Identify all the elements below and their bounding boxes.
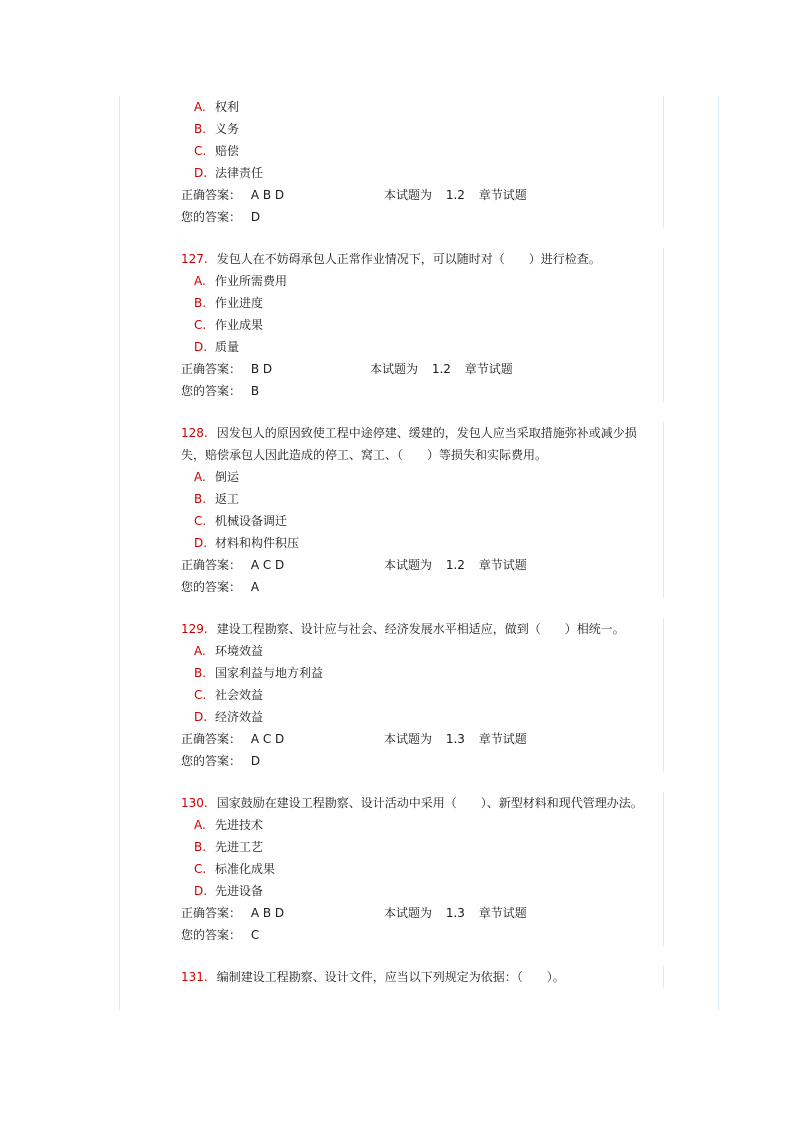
question-divider	[663, 422, 664, 598]
correct-answer-label: 正确答案：	[181, 906, 242, 920]
option-text: 义务	[215, 122, 240, 136]
score-label: 本试题为	[384, 732, 433, 746]
score-value: 1.2	[445, 188, 465, 202]
question-type: 章节试题	[478, 188, 527, 202]
option-d[interactable]	[181, 336, 661, 358]
correct-answer-value: A C D	[250, 732, 285, 746]
score-value: 1.3	[445, 732, 465, 746]
question-129	[181, 618, 661, 772]
question-number: 129.	[181, 622, 208, 636]
option-text: 环境效益	[215, 644, 264, 658]
correct-answer-value: A C D	[250, 558, 285, 572]
score-value: 1.2	[431, 362, 451, 376]
correct-answer-row	[181, 902, 661, 924]
question-131	[181, 966, 661, 988]
page-left-border	[119, 96, 120, 1010]
option-d[interactable]	[181, 706, 661, 728]
option-text: 经济效益	[215, 710, 264, 724]
question-divider	[663, 618, 664, 772]
your-answer-value: D	[250, 754, 261, 768]
correct-answer-row	[181, 554, 661, 576]
correct-answer-label: 正确答案：	[181, 188, 242, 202]
question-type: 章节试题	[464, 362, 513, 376]
page-right-border	[718, 96, 719, 1010]
option-letter: D.	[194, 166, 208, 180]
question-divider	[663, 96, 664, 228]
option-letter: D.	[194, 536, 208, 550]
question-stem	[181, 248, 661, 270]
question-type: 章节试题	[478, 558, 527, 572]
option-text: 标准化成果	[215, 862, 276, 876]
option-b[interactable]	[181, 662, 661, 684]
option-letter: C.	[194, 144, 207, 158]
correct-answer-value: A B D	[250, 188, 285, 202]
your-answer-label: 您的答案：	[181, 754, 242, 768]
option-text: 国家利益与地方利益	[215, 666, 324, 680]
option-letter: B.	[194, 296, 207, 310]
option-letter: C.	[194, 862, 207, 876]
your-answer-row	[181, 380, 661, 402]
correct-answer-label: 正确答案：	[181, 362, 242, 376]
option-letter: C.	[194, 688, 207, 702]
your-answer-label: 您的答案：	[181, 580, 242, 594]
option-letter: B.	[194, 666, 207, 680]
option-text: 作业所需费用	[215, 274, 288, 288]
your-answer-value: D	[250, 210, 261, 224]
option-b[interactable]	[181, 292, 661, 314]
your-answer-value: B	[250, 384, 260, 398]
option-text: 作业成果	[215, 318, 264, 332]
option-a[interactable]	[181, 466, 661, 488]
option-letter: A.	[194, 274, 206, 288]
option-d[interactable]	[181, 532, 661, 554]
question-number: 128.	[181, 426, 208, 440]
question-type: 章节试题	[478, 906, 527, 920]
option-text: 机械设备调迁	[215, 514, 288, 528]
option-letter: A.	[194, 100, 206, 114]
score-label: 本试题为	[384, 188, 433, 202]
correct-answer-row	[181, 358, 661, 380]
option-letter: C.	[194, 318, 207, 332]
option-d[interactable]	[181, 162, 661, 184]
question-127	[181, 248, 661, 402]
score-info	[384, 554, 527, 576]
score-info	[384, 902, 527, 924]
option-c[interactable]	[181, 684, 661, 706]
correct-answer-row	[181, 184, 661, 206]
question-number: 131.	[181, 970, 208, 984]
your-answer-row	[181, 750, 661, 772]
option-text: 返工	[215, 492, 240, 506]
score-info	[384, 184, 527, 206]
question-126	[181, 96, 661, 228]
option-text: 倒运	[215, 470, 240, 484]
your-answer-row	[181, 206, 661, 228]
option-c[interactable]	[181, 314, 661, 336]
question-text: 发包人在不妨碍承包人正常作业情况下，可以随时对（ ）进行检查。	[216, 252, 601, 266]
option-text: 权利	[215, 100, 240, 114]
question-number: 127.	[181, 252, 208, 266]
option-b[interactable]	[181, 836, 661, 858]
score-label: 本试题为	[370, 362, 419, 376]
question-text: 建设工程勘察、设计应与社会、经济发展水平相适应，做到（ ）相统一。	[216, 622, 625, 636]
option-b[interactable]	[181, 488, 661, 510]
option-a[interactable]	[181, 96, 661, 118]
option-a[interactable]	[181, 640, 661, 662]
correct-answer-row	[181, 728, 661, 750]
score-info	[370, 358, 513, 380]
option-letter: C.	[194, 514, 207, 528]
question-text: 编制建设工程勘察、设计文件，应当以下列规定为依据：（ ）。	[216, 970, 565, 984]
option-text: 先进技术	[215, 818, 264, 832]
option-text: 先进设备	[215, 884, 264, 898]
option-b[interactable]	[181, 118, 661, 140]
score-label: 本试题为	[384, 558, 433, 572]
your-answer-row	[181, 576, 661, 598]
score-value: 1.3	[445, 906, 465, 920]
score-value: 1.2	[445, 558, 465, 572]
option-c[interactable]	[181, 858, 661, 880]
option-letter: D.	[194, 884, 208, 898]
option-c[interactable]	[181, 140, 661, 162]
correct-answer-value: B D	[250, 362, 273, 376]
option-letter: B.	[194, 122, 207, 136]
question-stem	[181, 966, 661, 988]
question-128	[181, 422, 661, 598]
option-a[interactable]	[181, 270, 661, 292]
question-divider	[663, 792, 664, 946]
score-label: 本试题为	[384, 906, 433, 920]
option-letter: B.	[194, 492, 207, 506]
option-letter: B.	[194, 840, 207, 854]
question-type: 章节试题	[478, 732, 527, 746]
option-a[interactable]	[181, 814, 661, 836]
option-text: 先进工艺	[215, 840, 264, 854]
your-answer-label: 您的答案：	[181, 384, 242, 398]
option-text: 材料和构件积压	[215, 536, 300, 550]
your-answer-value: C	[250, 928, 260, 942]
correct-answer-label: 正确答案：	[181, 558, 242, 572]
question-divider	[663, 248, 664, 402]
question-stem	[181, 792, 661, 814]
question-divider	[663, 966, 664, 988]
option-c[interactable]	[181, 510, 661, 532]
your-answer-label: 您的答案：	[181, 928, 242, 942]
option-letter: D.	[194, 340, 208, 354]
question-text: 国家鼓励在建设工程勘察、设计活动中采用（ ）、新型材料和现代管理办法。	[216, 796, 643, 810]
correct-answer-label: 正确答案：	[181, 732, 242, 746]
option-text: 社会效益	[215, 688, 264, 702]
option-letter: D.	[194, 710, 208, 724]
your-answer-row	[181, 924, 661, 946]
option-text: 作业进度	[215, 296, 264, 310]
option-text: 赔偿	[215, 144, 240, 158]
question-stem	[181, 618, 661, 640]
option-text: 质量	[215, 340, 240, 354]
question-130	[181, 792, 661, 946]
option-letter: A.	[194, 644, 206, 658]
question-list	[181, 96, 661, 988]
option-text: 法律责任	[215, 166, 264, 180]
option-d[interactable]	[181, 880, 661, 902]
question-stem	[181, 422, 661, 466]
correct-answer-value: A B D	[250, 906, 285, 920]
question-text: 因发包人的原因致使工程中途停建、缓建的，发包人应当采取措施弥补或减少损失，赔偿承包人因此造成的停工、窝工、（ ）等损失和实际费用。	[181, 426, 637, 462]
option-letter: A.	[194, 818, 206, 832]
score-info	[384, 728, 527, 750]
option-letter: A.	[194, 470, 206, 484]
question-number: 130.	[181, 796, 208, 810]
your-answer-label: 您的答案：	[181, 210, 242, 224]
your-answer-value: A	[250, 580, 260, 594]
